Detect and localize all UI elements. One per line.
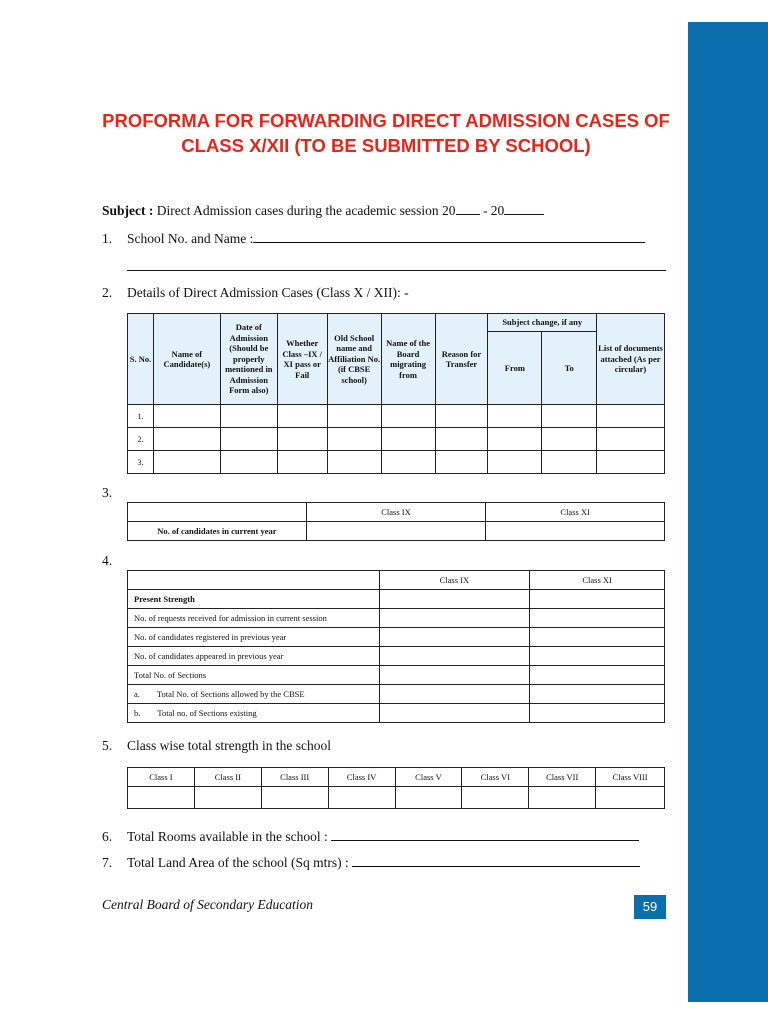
cell[interactable]: [488, 405, 542, 428]
table-row: [128, 428, 665, 451]
item-3: [102, 485, 127, 501]
class-strength-table: [127, 767, 665, 809]
cell[interactable]: [153, 451, 220, 474]
item-7-label: Total Land Area of the school (Sq mtrs) :: [127, 855, 349, 870]
item-2-label: Details of Direct Admission Cases (Class X / XII): -: [127, 285, 409, 300]
row-label: Total No. of Sections: [128, 666, 380, 685]
col-header-sno: S. No.: [128, 314, 154, 405]
row-label: Present Strength: [128, 590, 380, 609]
cell[interactable]: [542, 428, 597, 451]
corner-cell: [128, 503, 307, 522]
row-label: a. Total No. of Sections allowed by the CBSE: [128, 685, 380, 704]
item-4-number: 4.: [102, 553, 113, 568]
cell[interactable]: [327, 428, 381, 451]
page-title-line-2: CLASS X/XII (TO BE SUBMITTED BY SCHOOL): [181, 135, 591, 156]
col-header-old-school: Old School name and Affiliation No.(if CBSE school): [327, 314, 381, 405]
cell[interactable]: [379, 704, 530, 723]
candidates-table: [127, 502, 665, 541]
row-number: 2.: [128, 428, 154, 451]
table-row: [128, 451, 665, 474]
item-1-number: 1.: [102, 231, 113, 246]
cell[interactable]: [597, 405, 665, 428]
direct-admission-table: [127, 313, 665, 474]
cell[interactable]: [381, 451, 435, 474]
cell[interactable]: [379, 666, 530, 685]
cell[interactable]: [277, 451, 327, 474]
col-header-class-ii: Class II: [194, 768, 261, 787]
cell[interactable]: [488, 428, 542, 451]
page-title-line-1: PROFORMA FOR FORWARDING DIRECT ADMISSION CASES OF: [102, 110, 670, 131]
cell[interactable]: [379, 685, 530, 704]
cell[interactable]: [220, 451, 277, 474]
row-label: No. of candidates appeared in previous year: [128, 647, 380, 666]
table-row: [128, 628, 665, 647]
school-name-blank[interactable]: [253, 230, 645, 243]
item-5: [102, 738, 331, 754]
subject-label: Subject :: [102, 203, 154, 218]
cell[interactable]: [462, 787, 529, 809]
col-header-class-viii: Class VIII: [596, 768, 665, 787]
subject-sep: - 20: [479, 203, 505, 218]
cell[interactable]: [530, 704, 665, 723]
cell[interactable]: [379, 590, 530, 609]
row-label: No. of requests received for admission in current session: [128, 609, 380, 628]
col-header-to: To: [542, 332, 597, 405]
cell[interactable]: [379, 609, 530, 628]
item-3-number: 3.: [102, 485, 113, 500]
corner-cell: [128, 571, 380, 590]
cell[interactable]: [220, 405, 277, 428]
cell[interactable]: [529, 787, 596, 809]
col-header-class-iv: Class IV: [328, 768, 395, 787]
col-header-subject-change: Subject change, if any: [488, 314, 597, 332]
item-5-label: Class wise total strength in the school: [127, 738, 331, 753]
table-row: [128, 704, 665, 723]
cell[interactable]: [435, 405, 488, 428]
strength-table: [127, 570, 665, 723]
col-header-class-vii: Class VII: [529, 768, 596, 787]
cell[interactable]: [530, 590, 665, 609]
cell[interactable]: [530, 628, 665, 647]
cell[interactable]: [435, 428, 488, 451]
cell[interactable]: [597, 428, 665, 451]
cell[interactable]: [277, 405, 327, 428]
session-end-blank[interactable]: [504, 202, 544, 215]
col-header-class-iii: Class III: [261, 768, 328, 787]
col-header-board: Name of the Board migrating from: [381, 314, 435, 405]
cell[interactable]: [530, 666, 665, 685]
cell[interactable]: [379, 647, 530, 666]
row-label-candidates: No. of candidates in current year: [128, 522, 307, 541]
cell[interactable]: [597, 451, 665, 474]
cell[interactable]: [435, 451, 488, 474]
col-header-from: From: [488, 332, 542, 405]
item-2: [102, 285, 409, 301]
land-area-blank[interactable]: [352, 854, 640, 867]
row-label: b. Total no. of Sections existing: [128, 704, 380, 723]
col-header-class-vi: Class VI: [462, 768, 529, 787]
item-7: [102, 854, 640, 871]
page-number-badge: 59: [634, 895, 666, 919]
side-color-band: [688, 22, 768, 1002]
item-6-label: Total Rooms available in the school :: [127, 829, 328, 844]
cell[interactable]: [530, 685, 665, 704]
cell[interactable]: [328, 787, 395, 809]
session-start-blank[interactable]: [456, 202, 480, 215]
col-header-class-i: Class I: [128, 768, 195, 787]
item-2-number: 2.: [102, 285, 113, 300]
table-row: [128, 609, 665, 628]
row-number: 1.: [128, 405, 154, 428]
cell[interactable]: [277, 428, 327, 451]
cell[interactable]: [381, 428, 435, 451]
col-header-admission-date: Date of Admission (Should be properly mentioned in Admission Form also): [220, 314, 277, 405]
cell[interactable]: [486, 522, 665, 541]
cell[interactable]: [327, 451, 381, 474]
table-row: [128, 666, 665, 685]
item-7-number: 7.: [102, 855, 113, 870]
item-6: [102, 828, 639, 845]
table-row: [128, 405, 665, 428]
row-number: 3.: [128, 451, 154, 474]
item-1: [102, 230, 645, 247]
subject-line: [102, 202, 544, 219]
col-header-class-v: Class V: [395, 768, 462, 787]
table-row: [128, 590, 665, 609]
col-header-documents: List of documents attached (As per circular): [597, 314, 665, 405]
cell[interactable]: [381, 405, 435, 428]
cell[interactable]: [327, 405, 381, 428]
cell[interactable]: [379, 628, 530, 647]
cell[interactable]: [530, 647, 665, 666]
total-rooms-blank[interactable]: [331, 828, 639, 841]
subject-text: Direct Admission cases during the academic session 20: [156, 203, 456, 218]
col-header-name: Name of Candidate(s): [153, 314, 220, 405]
item-6-number: 6.: [102, 829, 113, 844]
row-label: No. of candidates registered in previous year: [128, 628, 380, 647]
col-header-class-xi: Class XI: [530, 571, 665, 590]
col-header-pass-fail: Whether Class –IX / XI pass or Fail: [277, 314, 327, 405]
cell[interactable]: [220, 428, 277, 451]
item-1-label: School No. and Name :: [127, 231, 254, 246]
cell[interactable]: [395, 787, 462, 809]
col-header-reason: Reason for Transfer: [435, 314, 488, 405]
cell[interactable]: [153, 428, 220, 451]
table-row: [128, 685, 665, 704]
footer-org-name: Central Board of Secondary Education: [102, 897, 313, 912]
cell[interactable]: [306, 522, 486, 541]
cell[interactable]: [128, 787, 195, 809]
cell[interactable]: [194, 787, 261, 809]
cell[interactable]: [542, 451, 597, 474]
table-row: [128, 647, 665, 666]
col-header-class-ix: Class IX: [306, 503, 486, 522]
cell[interactable]: [261, 787, 328, 809]
col-header-class-xi: Class XI: [486, 503, 665, 522]
cell[interactable]: [488, 451, 542, 474]
cell[interactable]: [530, 609, 665, 628]
cell[interactable]: [596, 787, 665, 809]
item-4: [102, 553, 127, 569]
school-name-blank-line-2[interactable]: [127, 270, 666, 271]
cell[interactable]: [542, 405, 597, 428]
col-header-class-ix: Class IX: [379, 571, 530, 590]
cell[interactable]: [153, 405, 220, 428]
item-5-number: 5.: [102, 738, 113, 753]
